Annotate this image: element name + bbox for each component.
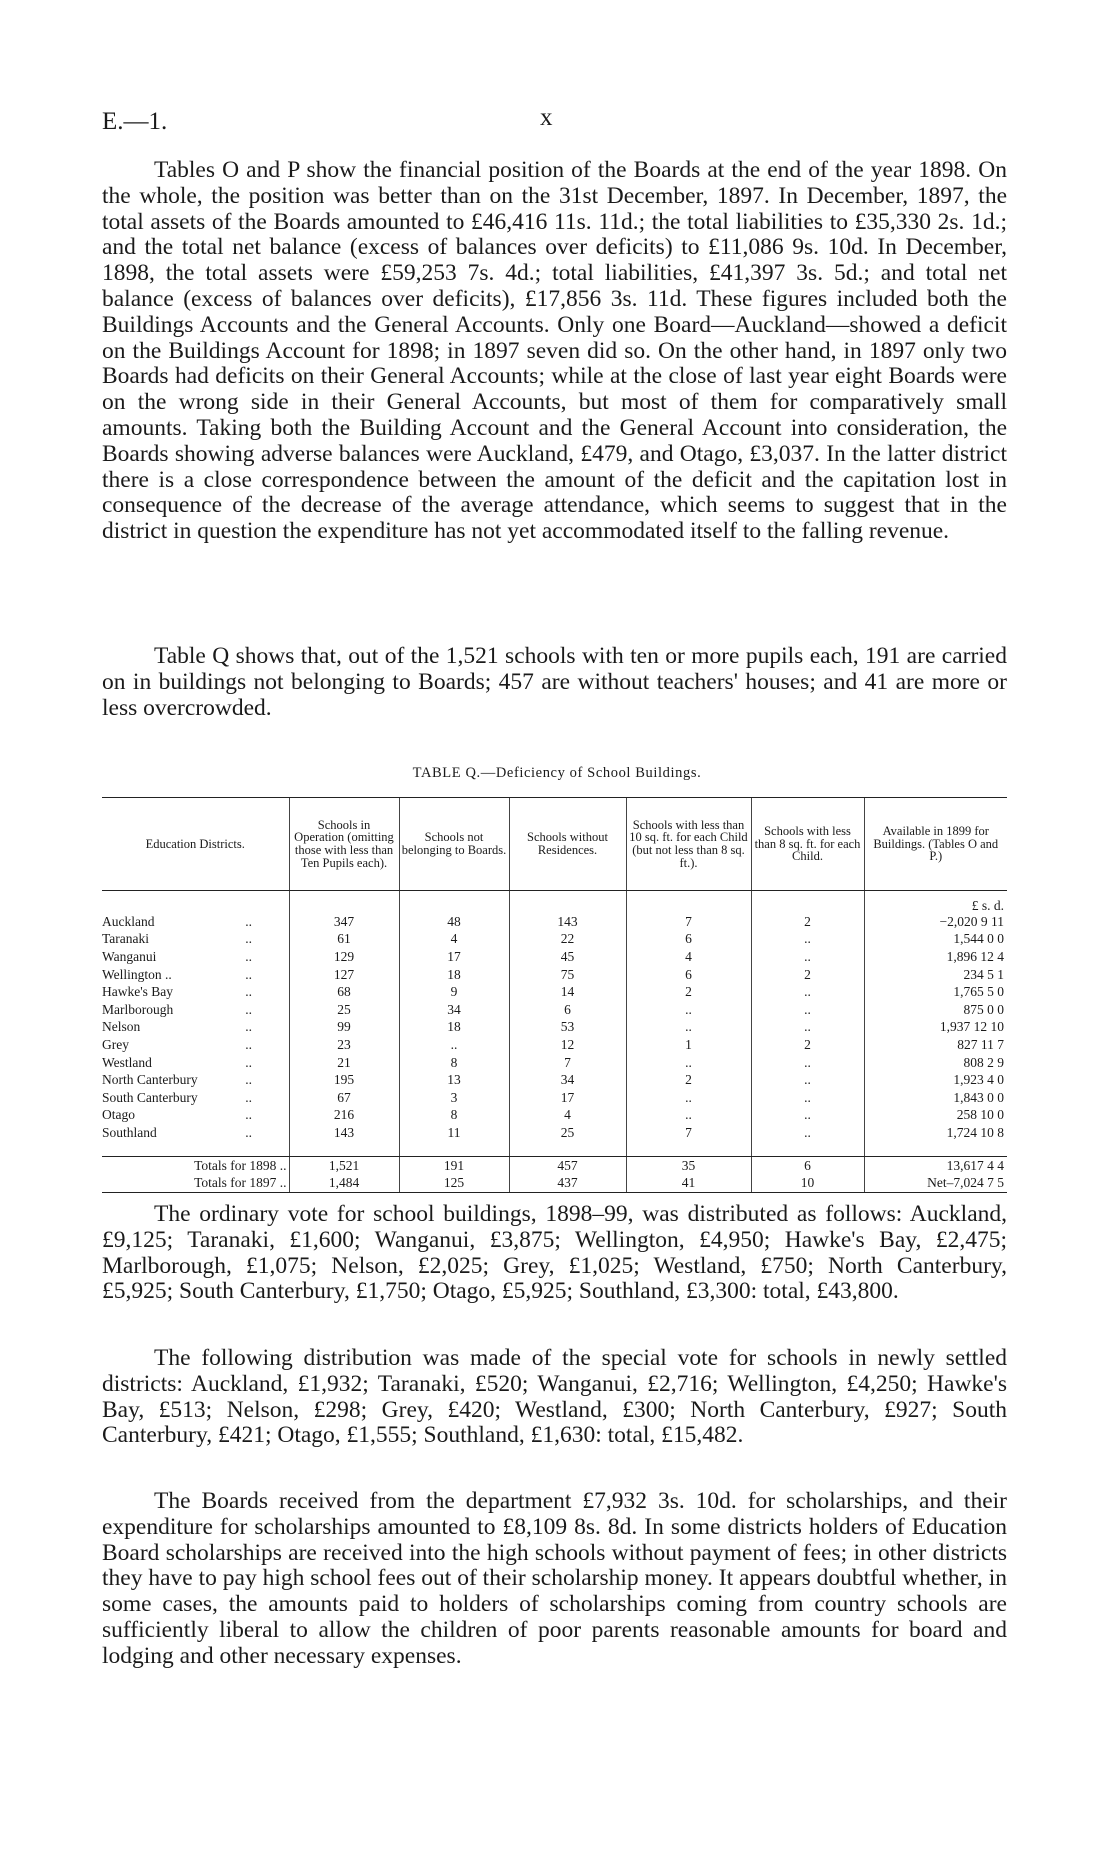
value-cell: 48 bbox=[399, 913, 509, 931]
value-cell: .. bbox=[751, 948, 864, 966]
value-cell: 6 bbox=[626, 931, 751, 949]
paragraph-special-vote: The following distribution was made of the special vote for schools in newly settled districts: Auckland, £1,932; Taranaki, £520; Wanganui, £2,716; Wellington, £4,250; Hawke's Bay, £513; Nelson, £298; Grey, £420; Westland, £300; North Canterbury, £927; South Canterbury, £421; Otago, £1,555; Southland, £1,630: total, £15,482. bbox=[102, 1345, 1007, 1449]
table-row bbox=[102, 931, 1007, 949]
table-spacer-row bbox=[102, 1142, 1007, 1157]
col-header-without-residences: Schools without Residences. bbox=[509, 798, 626, 891]
value-cell: .. bbox=[751, 1001, 864, 1019]
value-cell: 67 bbox=[289, 1089, 399, 1107]
value-cell: 34 bbox=[509, 1071, 626, 1089]
totals-label: Totals for 1897 .. bbox=[102, 1174, 289, 1192]
total-amount-cell: Net–7,024 7 5 bbox=[864, 1174, 1007, 1192]
table-row bbox=[102, 1107, 1007, 1125]
amount-cell: 234 5 1 bbox=[864, 966, 1007, 984]
table-caption: TABLE Q.—Deficiency of School Buildings. bbox=[412, 765, 702, 781]
col-header-not-belonging: Schools not belonging to Boards. bbox=[399, 798, 509, 891]
value-cell: 25 bbox=[289, 1001, 399, 1019]
value-cell: .. bbox=[399, 1036, 509, 1054]
district-cell bbox=[102, 1019, 289, 1037]
value-cell: 127 bbox=[289, 966, 399, 984]
district-name: Marlborough bbox=[102, 1001, 174, 1017]
district-name: South Canterbury bbox=[102, 1089, 198, 1105]
value-cell: 9 bbox=[399, 983, 509, 1001]
district-cell bbox=[102, 983, 289, 1001]
value-cell: 25 bbox=[509, 1124, 626, 1142]
value-cell: 7 bbox=[509, 1054, 626, 1072]
value-cell: .. bbox=[751, 1071, 864, 1089]
district-name: Southland bbox=[102, 1124, 157, 1140]
totals-row bbox=[102, 1174, 1007, 1192]
amount-cell: 258 10 0 bbox=[864, 1107, 1007, 1125]
value-cell: .. bbox=[751, 1019, 864, 1037]
value-cell: 143 bbox=[289, 1124, 399, 1142]
amount-cell: 1,896 12 4 bbox=[864, 948, 1007, 966]
value-cell: 143 bbox=[509, 913, 626, 931]
value-cell: 129 bbox=[289, 948, 399, 966]
amount-cell: 875 0 0 bbox=[864, 1001, 1007, 1019]
col-header-schools-in-operation: Schools in Operation (omitting those with less than Ten Pupils each). bbox=[289, 798, 399, 891]
spacer-cell bbox=[751, 1142, 864, 1157]
value-cell: 195 bbox=[289, 1071, 399, 1089]
value-cell: 8 bbox=[399, 1054, 509, 1072]
leader-dots: .. bbox=[245, 966, 252, 982]
value-cell: 2 bbox=[751, 966, 864, 984]
spacer-cell bbox=[102, 1142, 289, 1157]
district-cell bbox=[102, 1071, 289, 1089]
table-row bbox=[102, 1071, 1007, 1089]
total-value-cell: 191 bbox=[399, 1156, 509, 1174]
amount-cell: 1,765 5 0 bbox=[864, 983, 1007, 1001]
district-name: Wellington .. bbox=[102, 966, 172, 982]
total-value-cell: 1,484 bbox=[289, 1174, 399, 1192]
amount-cell: 1,843 0 0 bbox=[864, 1089, 1007, 1107]
col-header-less-than-10: Schools with less than 10 sq. ft. for each Child (but not less than 8 sq. ft.). bbox=[626, 798, 751, 891]
value-cell: 2 bbox=[626, 1071, 751, 1089]
leader-dots: .. bbox=[245, 1019, 252, 1035]
spacer-cell bbox=[509, 1142, 626, 1157]
table-row bbox=[102, 1124, 1007, 1142]
value-cell: 99 bbox=[289, 1019, 399, 1037]
deficiency-table bbox=[102, 797, 1007, 1193]
leader-dots: .. bbox=[245, 1072, 252, 1088]
table-row bbox=[102, 948, 1007, 966]
amount-cell: 808 2 9 bbox=[864, 1054, 1007, 1072]
table-row bbox=[102, 913, 1007, 931]
value-cell: 18 bbox=[399, 1019, 509, 1037]
value-cell: .. bbox=[751, 1107, 864, 1125]
units-label: £ s. d. bbox=[864, 891, 1007, 914]
district-cell bbox=[102, 1001, 289, 1019]
total-value-cell: 41 bbox=[626, 1174, 751, 1192]
value-cell: 2 bbox=[626, 983, 751, 1001]
table-body bbox=[102, 891, 1007, 1193]
paragraph-ordinary-vote: The ordinary vote for school buildings, 1898–99, was distributed as follows: Auckland, £9,125; Taranaki, £1,600; Wanganui, £3,875; Wellington, £4,950; Hawke's Bay, £2,475; Marlborough, £1,075; Nelson, £2,025; Grey, £1,025; Westland, £750; North Canterbury, £5,925; South Canterbury, £1,750; Otago, £5,925; Southland, £3,300: total, £43,800. bbox=[102, 1201, 1007, 1305]
value-cell: 3 bbox=[399, 1089, 509, 1107]
value-cell: 21 bbox=[289, 1054, 399, 1072]
amount-cell: 827 11 7 bbox=[864, 1036, 1007, 1054]
spacer-cell bbox=[626, 1142, 751, 1157]
total-value-cell: 1,521 bbox=[289, 1156, 399, 1174]
district-name: Hawke's Bay bbox=[102, 984, 174, 1000]
totals-label: Totals for 1898 .. bbox=[194, 1157, 287, 1173]
value-cell: 8 bbox=[399, 1107, 509, 1125]
district-name: Taranaki bbox=[102, 931, 150, 947]
units-row bbox=[102, 891, 1007, 914]
leader-dots: .. bbox=[245, 913, 252, 929]
table-row bbox=[102, 983, 1007, 1001]
value-cell: 4 bbox=[399, 931, 509, 949]
leader-dots: .. bbox=[245, 1054, 252, 1070]
amount-cell: 1,724 10 8 bbox=[864, 1124, 1007, 1142]
leader-dots: .. bbox=[245, 1089, 252, 1105]
district-name: Wanganui bbox=[102, 948, 157, 964]
value-cell: 68 bbox=[289, 983, 399, 1001]
value-cell: .. bbox=[751, 931, 864, 949]
value-cell: 7 bbox=[626, 1124, 751, 1142]
leader-dots: .. bbox=[245, 1107, 252, 1123]
value-cell: .. bbox=[751, 1089, 864, 1107]
district-cell bbox=[102, 1036, 289, 1054]
table-header-row bbox=[102, 798, 1007, 891]
amount-cell: 1,923 4 0 bbox=[864, 1071, 1007, 1089]
value-cell: 75 bbox=[509, 966, 626, 984]
leader-dots: .. bbox=[245, 984, 252, 1000]
amount-cell: 1,937 12 10 bbox=[864, 1019, 1007, 1037]
value-cell: 45 bbox=[509, 948, 626, 966]
total-value-cell: 437 bbox=[509, 1174, 626, 1192]
district-cell bbox=[102, 966, 289, 984]
district-cell bbox=[102, 913, 289, 931]
total-value-cell: 457 bbox=[509, 1156, 626, 1174]
table-row bbox=[102, 966, 1007, 984]
value-cell: 17 bbox=[509, 1089, 626, 1107]
col-header-districts: Education Districts. bbox=[102, 798, 289, 891]
value-cell: 216 bbox=[289, 1107, 399, 1125]
value-cell: 6 bbox=[509, 1001, 626, 1019]
value-cell: 1 bbox=[626, 1036, 751, 1054]
paragraph-table-q-summary: Table Q shows that, out of the 1,521 schools with ten or more pupils each, 191 are carried on in buildings not belonging to Boards; 457 are without teachers' houses; and 41 are more or less overcrowded. bbox=[102, 643, 1007, 721]
paragraph-scholarships: The Boards received from the department £7,932 3s. 10d. for scholarships, and their expenditure for scholarships amounted to £8,109 8s. 8d. In some districts holders of Education Board scholarships are received into the high schools without payment of fees; in other districts they have to pay high school fees out of their scholarship money. It appears doubtful whether, in some cases, the amounts paid to holders of scholarships coming from country schools are sufficiently liberal to allow the children of poor parents reasonable amounts for board and lodging and other necessary expenses. bbox=[102, 1488, 1007, 1669]
value-cell: .. bbox=[751, 1124, 864, 1142]
district-cell bbox=[102, 1107, 289, 1125]
leader-dots: .. bbox=[245, 931, 252, 947]
district-cell bbox=[102, 931, 289, 949]
value-cell: 22 bbox=[509, 931, 626, 949]
col-header-available: Available in 1899 for Buildings. (Tables O and P.) bbox=[864, 798, 1007, 891]
district-cell bbox=[102, 1054, 289, 1072]
value-cell: .. bbox=[751, 1054, 864, 1072]
district-name: Grey bbox=[102, 1036, 129, 1052]
value-cell: 6 bbox=[626, 966, 751, 984]
value-cell: 14 bbox=[509, 983, 626, 1001]
total-value-cell: 35 bbox=[626, 1156, 751, 1174]
table-row bbox=[102, 1036, 1007, 1054]
totals-row bbox=[102, 1156, 1007, 1174]
district-cell bbox=[102, 948, 289, 966]
value-cell: 4 bbox=[509, 1107, 626, 1125]
value-cell: .. bbox=[751, 983, 864, 1001]
table-row bbox=[102, 1019, 1007, 1037]
spacer-cell bbox=[289, 1142, 399, 1157]
value-cell: 13 bbox=[399, 1071, 509, 1089]
total-value-cell: 6 bbox=[751, 1156, 864, 1174]
value-cell: 11 bbox=[399, 1124, 509, 1142]
value-cell: .. bbox=[626, 1054, 751, 1072]
spacer-cell bbox=[399, 1142, 509, 1157]
district-name: Westland bbox=[102, 1054, 152, 1070]
district-name: Otago bbox=[102, 1107, 135, 1123]
district-cell bbox=[102, 1089, 289, 1107]
leader-dots: .. bbox=[245, 948, 252, 964]
value-cell: 61 bbox=[289, 931, 399, 949]
value-cell: .. bbox=[626, 1001, 751, 1019]
value-cell: 23 bbox=[289, 1036, 399, 1054]
leader-dots: .. bbox=[245, 1001, 252, 1017]
value-cell: .. bbox=[626, 1107, 751, 1125]
value-cell: 2 bbox=[751, 1036, 864, 1054]
district-name: Nelson bbox=[102, 1019, 141, 1035]
value-cell: 347 bbox=[289, 913, 399, 931]
value-cell: .. bbox=[626, 1019, 751, 1037]
value-cell: 4 bbox=[626, 948, 751, 966]
amount-cell: −2,020 9 11 bbox=[864, 913, 1007, 931]
total-value-cell: 125 bbox=[399, 1174, 509, 1192]
amount-cell: 1,544 0 0 bbox=[864, 931, 1007, 949]
value-cell: 34 bbox=[399, 1001, 509, 1019]
total-value-cell: 10 bbox=[751, 1174, 864, 1192]
value-cell: 17 bbox=[399, 948, 509, 966]
col-header-less-than-8: Schools with less than 8 sq. ft. for each Child. bbox=[751, 798, 864, 891]
leader-dots: .. bbox=[245, 1124, 252, 1140]
table-row bbox=[102, 1054, 1007, 1072]
value-cell: 7 bbox=[626, 913, 751, 931]
value-cell: .. bbox=[626, 1089, 751, 1107]
page-reference: E.—1. bbox=[102, 108, 168, 135]
value-cell: 12 bbox=[509, 1036, 626, 1054]
table-row bbox=[102, 1089, 1007, 1107]
total-amount-cell: 13,617 4 4 bbox=[864, 1156, 1007, 1174]
table-row bbox=[102, 1001, 1007, 1019]
paragraph-financial-position: Tables O and P show the financial position of the Boards at the end of the year 1898. On the whole, the position was better than on the 31st December, 1897. In December, 1897, the total assets of the Boards amounted to £46,416 11s. 11d.; the total liabilities to £35,330 2s. 1d.; and the total net balance (excess of balances over deficits) to £11,086 9s. 10d. In December, 1898, the total assets were £59,253 7s. 4d.; total liabilities, £41,397 3s. 5d.; and total net balance (excess of balances over deficits), £17,856 3s. 11d. These figures included both the Buildings Accounts and the General Accounts. Only one Board—Auckland—showed a deficit on the Buildings Account for 1898; in 1897 seven did so. On the other hand, in 1897 only two Boards had deficits on their General Accounts; while at the close of last year eight Boards were on the wrong side in their General Accounts, but most of them for comparatively small amounts. Taking both the Building Account and the General Account into consideration, the Boards showing adverse balances were Auckland, £479, and Otago, £3,037. In the latter district there is a close correspondence between the amount of the deficit and the capitation lost in consequence of the decrease of the average attendance, which seems to suggest that in the district in question the expenditure has not yet accommodated itself to the falling revenue. bbox=[102, 157, 1007, 545]
page-number: x bbox=[540, 104, 553, 131]
district-name: Auckland bbox=[102, 913, 155, 929]
district-cell bbox=[102, 1124, 289, 1142]
value-cell: 2 bbox=[751, 913, 864, 931]
value-cell: 53 bbox=[509, 1019, 626, 1037]
value-cell: 18 bbox=[399, 966, 509, 984]
leader-dots: .. bbox=[245, 1036, 252, 1052]
spacer-cell bbox=[864, 1142, 1007, 1157]
district-name: North Canterbury bbox=[102, 1072, 198, 1088]
